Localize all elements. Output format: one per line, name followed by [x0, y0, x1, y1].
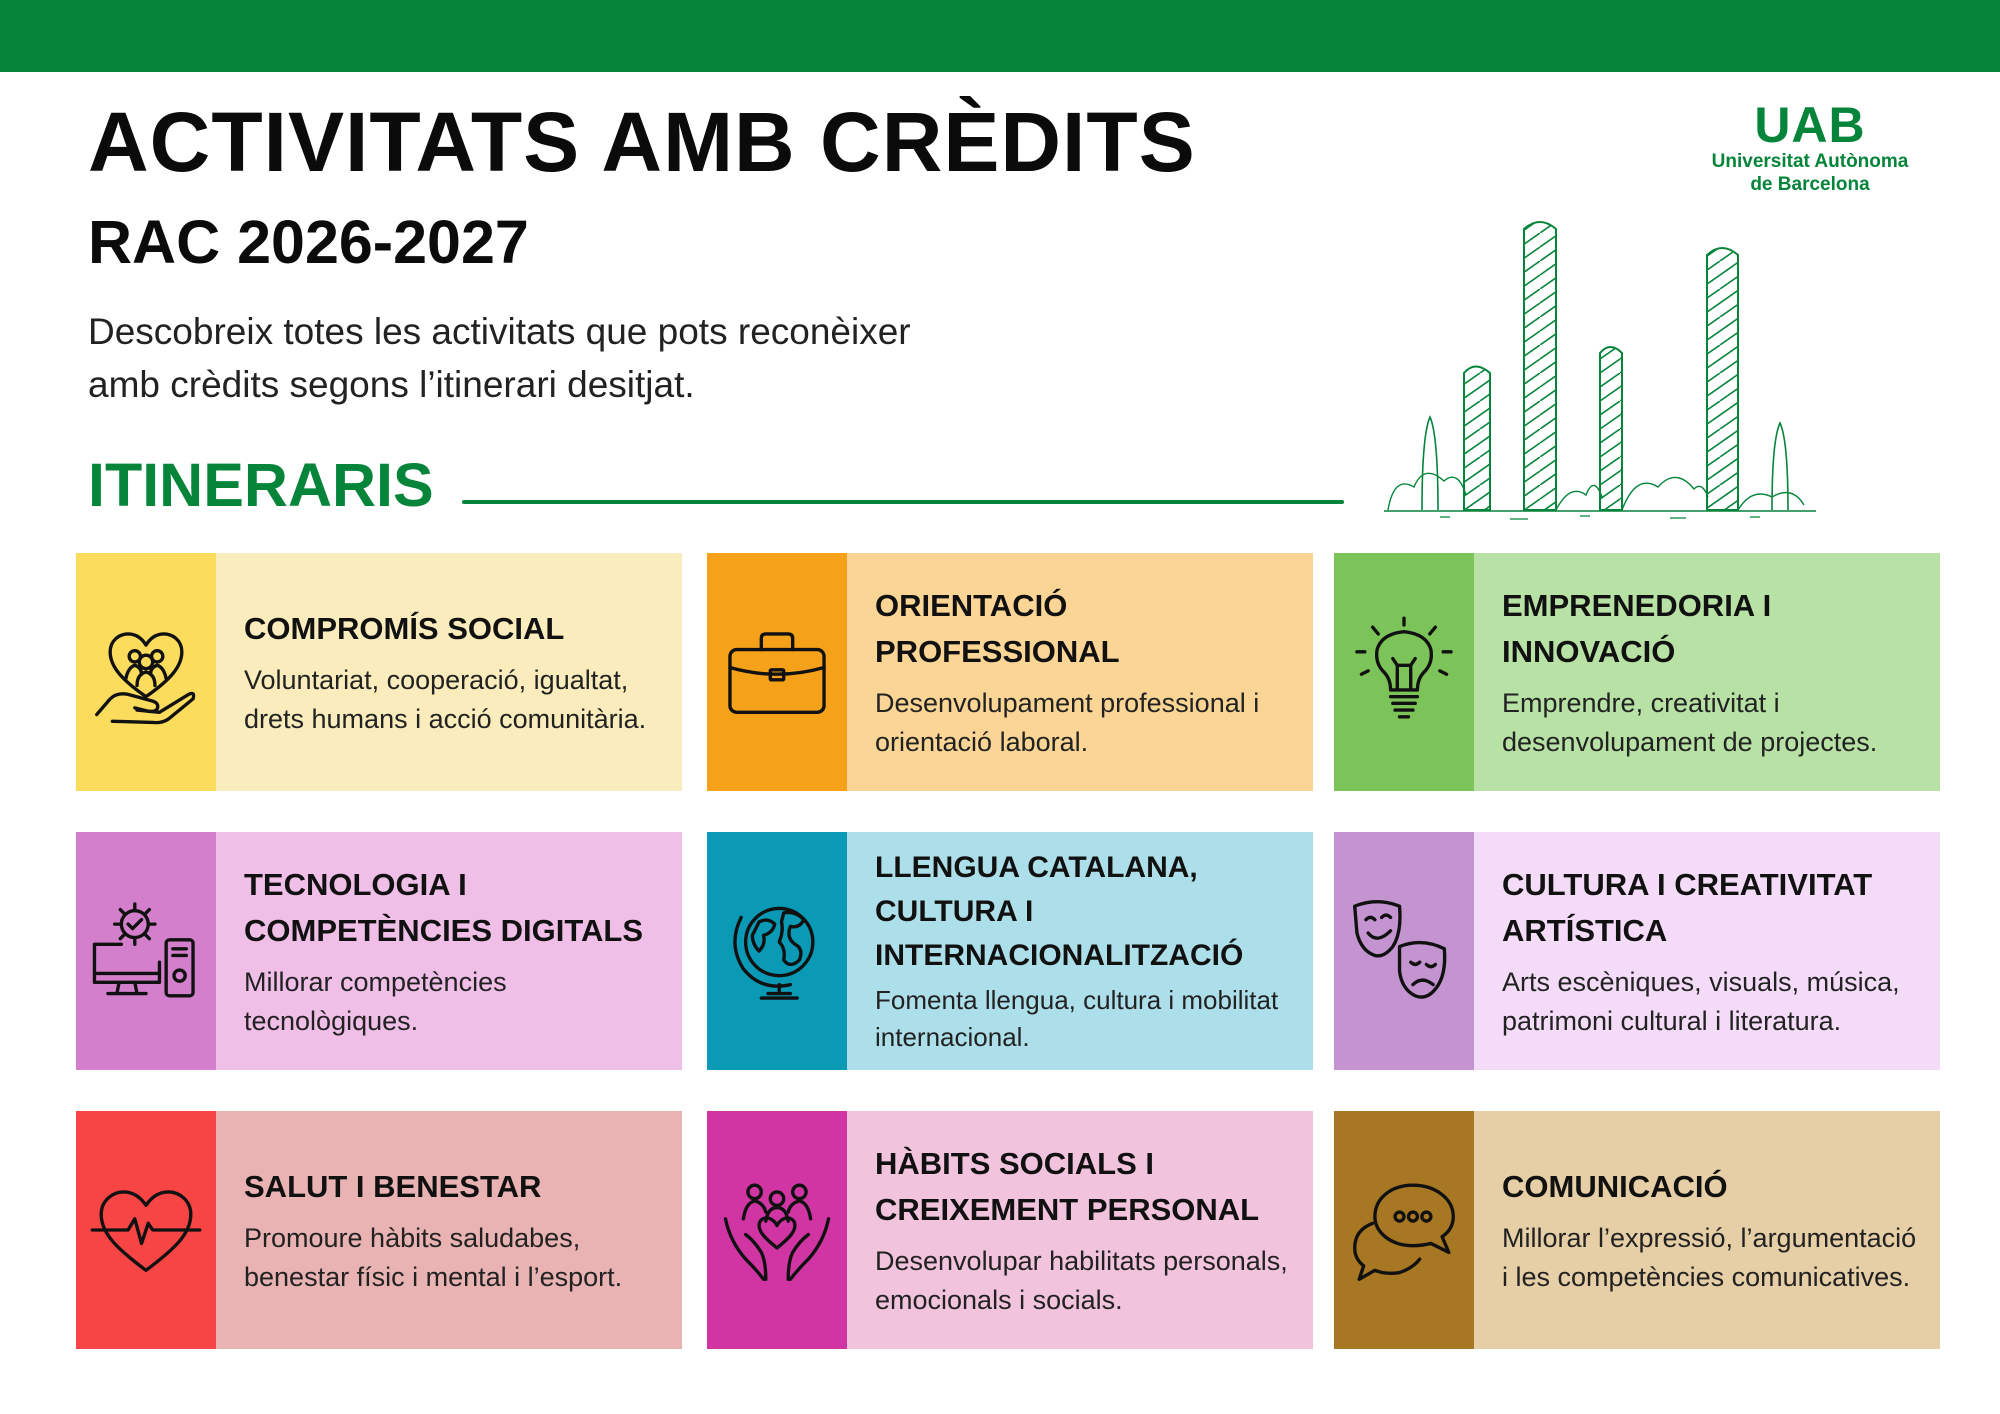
intro-text: [88, 305, 1088, 411]
card-content: [847, 1111, 1313, 1349]
twisted-towers-illustration: [1380, 205, 1820, 525]
logo-line-1: Universitat Autònoma: [1711, 151, 1909, 172]
card-accent: [1334, 553, 1474, 791]
card-description: Desenvolupament professional i orientació laboral.: [875, 687, 1260, 757]
card-description: Millorar competències tecnològiques.: [244, 966, 507, 1036]
card-accent: [707, 1111, 847, 1349]
card-content: [216, 832, 682, 1070]
top-bar: [0, 0, 2000, 72]
card-description: Emprendre, creativitat i desenvolupament de projectes.: [1502, 687, 1878, 757]
card-description: Desenvolupar habilitats personals, emocionals i socials.: [875, 1245, 1288, 1315]
card-accent: [1334, 832, 1474, 1070]
card-title: HÀBITS SOCIALS I CREIXEMENT PERSONAL: [875, 1145, 1260, 1227]
theater-masks-icon: [1348, 895, 1460, 1007]
card-content: [1474, 832, 1940, 1070]
card-accent: [76, 832, 216, 1070]
briefcase-icon: [721, 616, 833, 728]
card-content: [1474, 1111, 1940, 1349]
card-title: COMPROMÍS SOCIAL: [244, 610, 565, 646]
itinerary-card-emprenedoria: [1334, 553, 1940, 791]
itinerary-card-cultura-creativitat: [1334, 832, 1940, 1070]
lightbulb-icon: [1348, 616, 1460, 728]
computer-gear-icon: [90, 895, 202, 1007]
itinerary-card-salut-benestar: [76, 1111, 682, 1349]
card-title: LLENGUA CATALANA, CULTURA I INTERNACIONALITZACIÓ: [875, 851, 1244, 972]
card-description: Voluntariat, cooperació, igualtat, drets humans i acció comunitària.: [244, 664, 647, 734]
card-description: Fomenta llengua, cultura i mobilitat internacional.: [875, 985, 1279, 1052]
itinerary-card-comunicacio: [1334, 1111, 1940, 1349]
card-content: [847, 832, 1313, 1070]
logo-line-2: de Barcelona: [1750, 174, 1870, 195]
card-accent: [707, 832, 847, 1070]
heart-hand-people-icon: [90, 616, 202, 728]
card-description: Promoure hàbits saludabes, benestar físic i mental i l’esport.: [244, 1222, 623, 1292]
card-title: COMUNICACIÓ: [1502, 1168, 1728, 1204]
card-accent: [76, 553, 216, 791]
page-subtitle: RAC 2026-2027: [88, 208, 529, 276]
card-accent: [1334, 1111, 1474, 1349]
uab-logo: [1680, 97, 1940, 196]
intro-line-2: amb crèdits segons l’itinerari desitjat.: [88, 364, 695, 405]
section-divider: [462, 500, 1344, 504]
card-content: [216, 1111, 682, 1349]
logo-acronym: UAB: [1754, 97, 1866, 153]
card-content: [847, 553, 1313, 791]
itinerary-card-habits-socials: [707, 1111, 1313, 1349]
card-title: SALUT I BENESTAR: [244, 1168, 542, 1204]
card-title: CULTURA I CREATIVITAT ARTÍSTICA: [1502, 866, 1873, 948]
card-content: [216, 553, 682, 791]
heartbeat-icon: [90, 1174, 202, 1286]
card-title: ORIENTACIÓ PROFESSIONAL: [875, 587, 1120, 669]
intro-line-1: Descobreix totes les activitats que pots reconèixer: [88, 311, 911, 352]
hands-family-icon: [721, 1174, 833, 1286]
card-description: Millorar l’expressió, l’argumentació i les competències comunicatives.: [1502, 1222, 1917, 1292]
card-description: Arts escèniques, visuals, música, patrimoni cultural i literatura.: [1502, 966, 1900, 1036]
globe-icon: [721, 895, 833, 1007]
itinerary-card-llengua-catalana: [707, 832, 1313, 1070]
card-accent: [707, 553, 847, 791]
card-content: [1474, 553, 1940, 791]
section-heading: ITINERARIS: [88, 451, 434, 519]
card-title: EMPRENEDORIA I INNOVACIÓ: [1502, 587, 1772, 669]
itinerary-card-tecnologia: [76, 832, 682, 1070]
itinerary-card-orientacio-professional: [707, 553, 1313, 791]
page-title: ACTIVITATS AMB CRÈDITS: [88, 95, 1196, 189]
speech-bubbles-icon: [1348, 1174, 1460, 1286]
itinerary-card-compromis-social: [76, 553, 682, 791]
card-title: TECNOLOGIA I COMPETÈNCIES DIGITALS: [244, 866, 644, 948]
card-accent: [76, 1111, 216, 1349]
